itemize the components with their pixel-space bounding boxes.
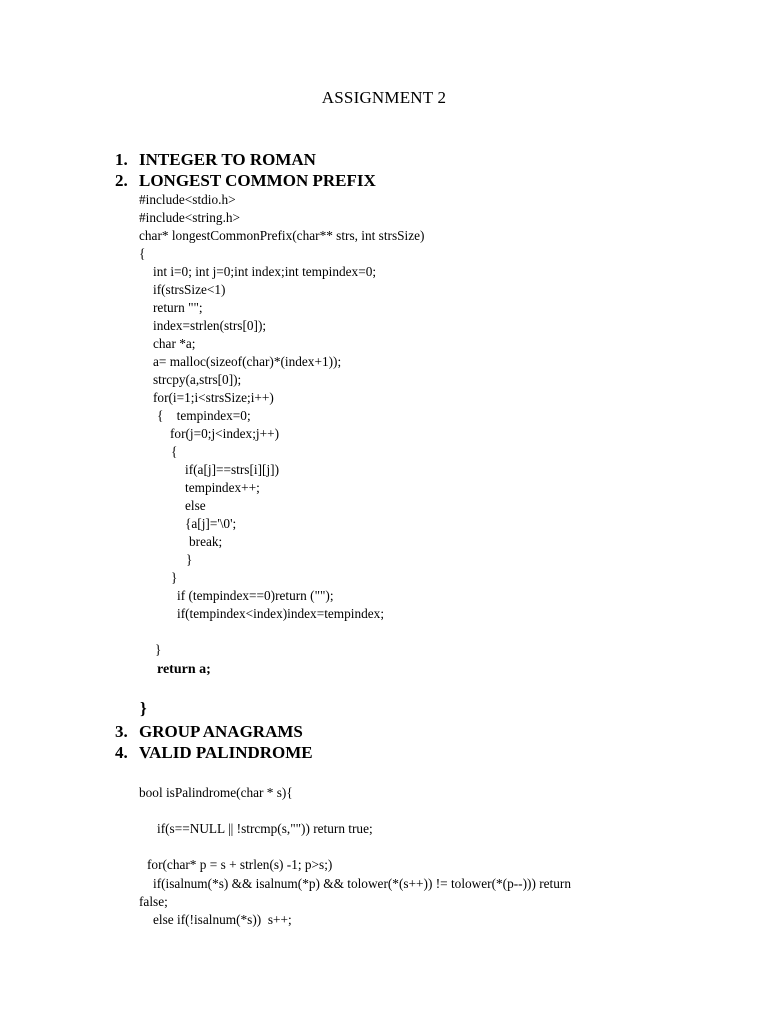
document-title: ASSIGNMENT 2 [321, 88, 447, 107]
code-line-closing-brace: } [140, 699, 147, 718]
code-line: {a[j]='\0'; [185, 516, 237, 531]
code-line: false; [139, 894, 168, 909]
code-line: char *a; [153, 336, 196, 351]
code-line: index=strlen(strs[0]); [153, 318, 267, 333]
code-line: if (tempindex==0)return (""); [177, 588, 334, 603]
code-line: { [139, 246, 146, 261]
code-line: } [171, 570, 178, 585]
code-line: for(char* p = s + strlen(s) -1; p>s;) [147, 857, 333, 872]
code-line: else if(!isalnum(*s)) s++; [153, 912, 292, 927]
code-line: for(i=1;i<strsSize;i++) [153, 390, 274, 405]
heading-number: 3. [115, 722, 128, 741]
code-line: strcpy(a,strs[0]); [153, 372, 242, 387]
code-line: if(isalnum(*s) && isalnum(*p) && tolower(*(s++)) != tolower(*(p--))) return [153, 876, 571, 891]
code-line: break; [189, 534, 223, 549]
code-line: if(s==NULL || !strcmp(s,"")) return true; [157, 821, 373, 836]
code-line: for(j=0;j<index;j++) [170, 426, 280, 441]
code-line: int i=0; int j=0;int index;int tempindex=0; [153, 264, 377, 279]
code-line: } [155, 642, 162, 657]
code-line: bool isPalindrome(char * s){ [139, 785, 293, 800]
code-line: tempindex++; [185, 480, 260, 495]
heading-number: 4. [115, 743, 128, 762]
code-line: #include<stdio.h> [139, 192, 236, 207]
code-line-return: return a; [157, 662, 211, 677]
code-line: return ""; [153, 300, 203, 315]
code-line: else [185, 498, 206, 513]
code-line: #include<string.h> [139, 210, 241, 225]
heading-text: LONGEST COMMON PREFIX [139, 171, 376, 190]
heading-number: 2. [115, 171, 128, 190]
code-line: char* longestCommonPrefix(char** strs, int strsSize) [139, 228, 425, 243]
heading-number: 1. [115, 150, 128, 169]
code-line: if(strsSize<1) [153, 282, 226, 297]
code-line: a= malloc(sizeof(char)*(index+1)); [153, 354, 342, 369]
heading-text: INTEGER TO ROMAN [139, 150, 316, 169]
code-line: if(a[j]==strs[i][j]) [185, 462, 280, 477]
code-line: { tempindex=0; [157, 408, 251, 423]
code-line: } [186, 552, 193, 567]
code-line: { [171, 444, 178, 459]
code-line: if(tempindex<index)index=tempindex; [177, 606, 385, 621]
heading-text: GROUP ANAGRAMS [139, 722, 303, 741]
heading-text: VALID PALINDROME [139, 743, 313, 762]
